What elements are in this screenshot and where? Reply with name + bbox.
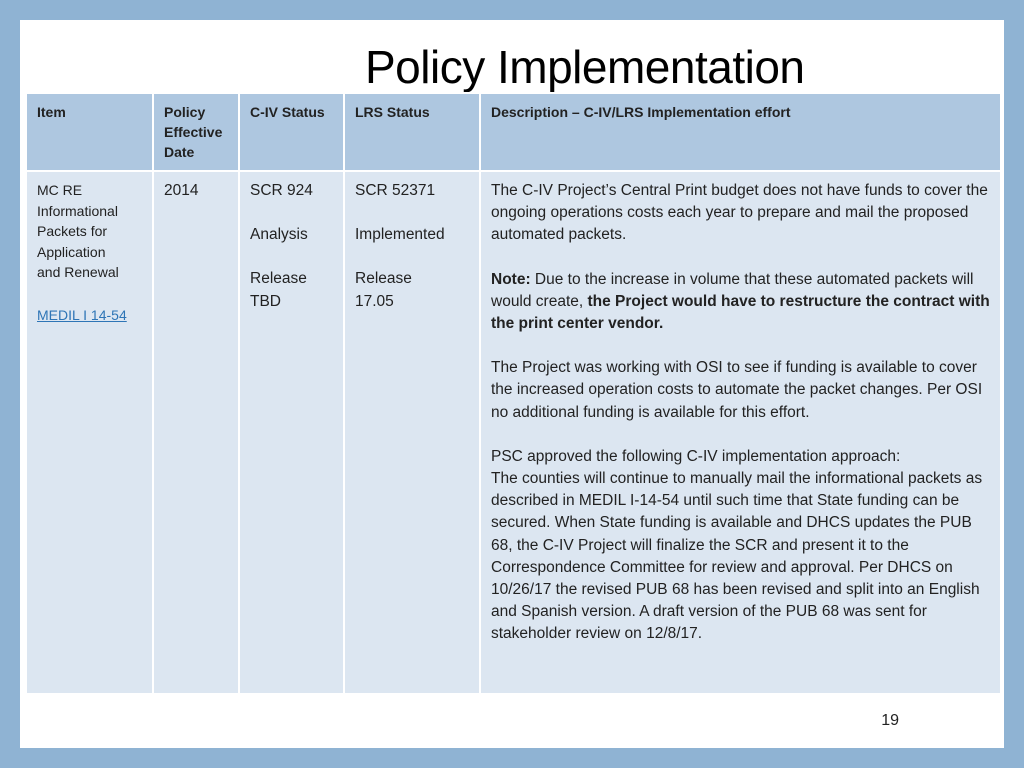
civ-scr: SCR 924 — [250, 182, 313, 199]
policy-table — [25, 92, 1002, 695]
civ-release-value: TBD — [250, 292, 281, 310]
cell-civ-status — [239, 171, 344, 694]
civ-phase: Analysis — [250, 226, 308, 244]
note-text: Due to the increase in volume that these automated packets will would create, — [491, 270, 974, 310]
cell-description — [480, 171, 1001, 694]
table-row — [26, 171, 1001, 694]
note-paragraph — [491, 269, 990, 336]
header-lrs-status: LRS Status — [344, 93, 480, 171]
note-bold-text: the Project would have to restructure the contract with the print center vendor. — [491, 292, 990, 333]
lrs-release-value: 17.05 — [355, 292, 394, 310]
lrs-phase: Implemented — [355, 226, 445, 244]
cell-lrs-status — [344, 171, 480, 694]
cell-item — [26, 171, 153, 694]
policy-date-value: 2014 — [164, 182, 199, 199]
item-line: Packets for — [37, 223, 108, 239]
item-line: Application — [37, 243, 106, 260]
item-line: MC RE — [37, 182, 83, 198]
item-line: Informational — [37, 202, 118, 219]
header-policy-date: Policy Effective Date — [153, 93, 239, 171]
page-title: Policy Implementation — [365, 41, 805, 93]
description-paragraph: The C-IV Project’s Central Print budget does not have funds to cover the ongoing operations costs each year to prepare and mail the proposed automated packets. — [491, 182, 988, 244]
header-civ-status: C-IV Status — [239, 93, 344, 171]
slide — [20, 20, 1004, 748]
civ-release-label: Release — [250, 270, 307, 288]
medil-link[interactable]: MEDIL I 14-54 — [37, 306, 127, 323]
lrs-release-label: Release — [355, 270, 412, 288]
lrs-scr: SCR 52371 — [355, 182, 436, 199]
header-description: Description – C-IV/LRS Implementation effort — [480, 93, 1001, 171]
table-header-row — [26, 93, 1001, 171]
description-paragraph: The counties will continue to manually mail the informational packets as described in MEDIL I-14-54 until such time that State funding can be secured. When State funding is available and DHCS updates the PUB 68, the C-IV Project will finalize the SCR and present it to the Correspondence Committee for review and approval. Per DHCS on 10/26/17 the revised PUB 68 has been revised and split into an English and Spanish version. A draft version of the PUB 68 was sent for stakeholder review on 12/8/17. — [491, 470, 983, 643]
item-line: and Renewal — [37, 264, 119, 280]
page-number: 19 — [881, 712, 899, 729]
note-label: Note: — [491, 270, 531, 288]
description-paragraph: PSC approved the following C-IV implementation approach: — [491, 447, 901, 465]
header-item: Item — [26, 93, 153, 171]
description-paragraph: The Project was working with OSI to see if funding is available to cover the increased operation costs to automate the packet changes. Per OSI no additional funding is available for this effort. — [491, 359, 983, 421]
cell-policy-date — [153, 171, 239, 694]
